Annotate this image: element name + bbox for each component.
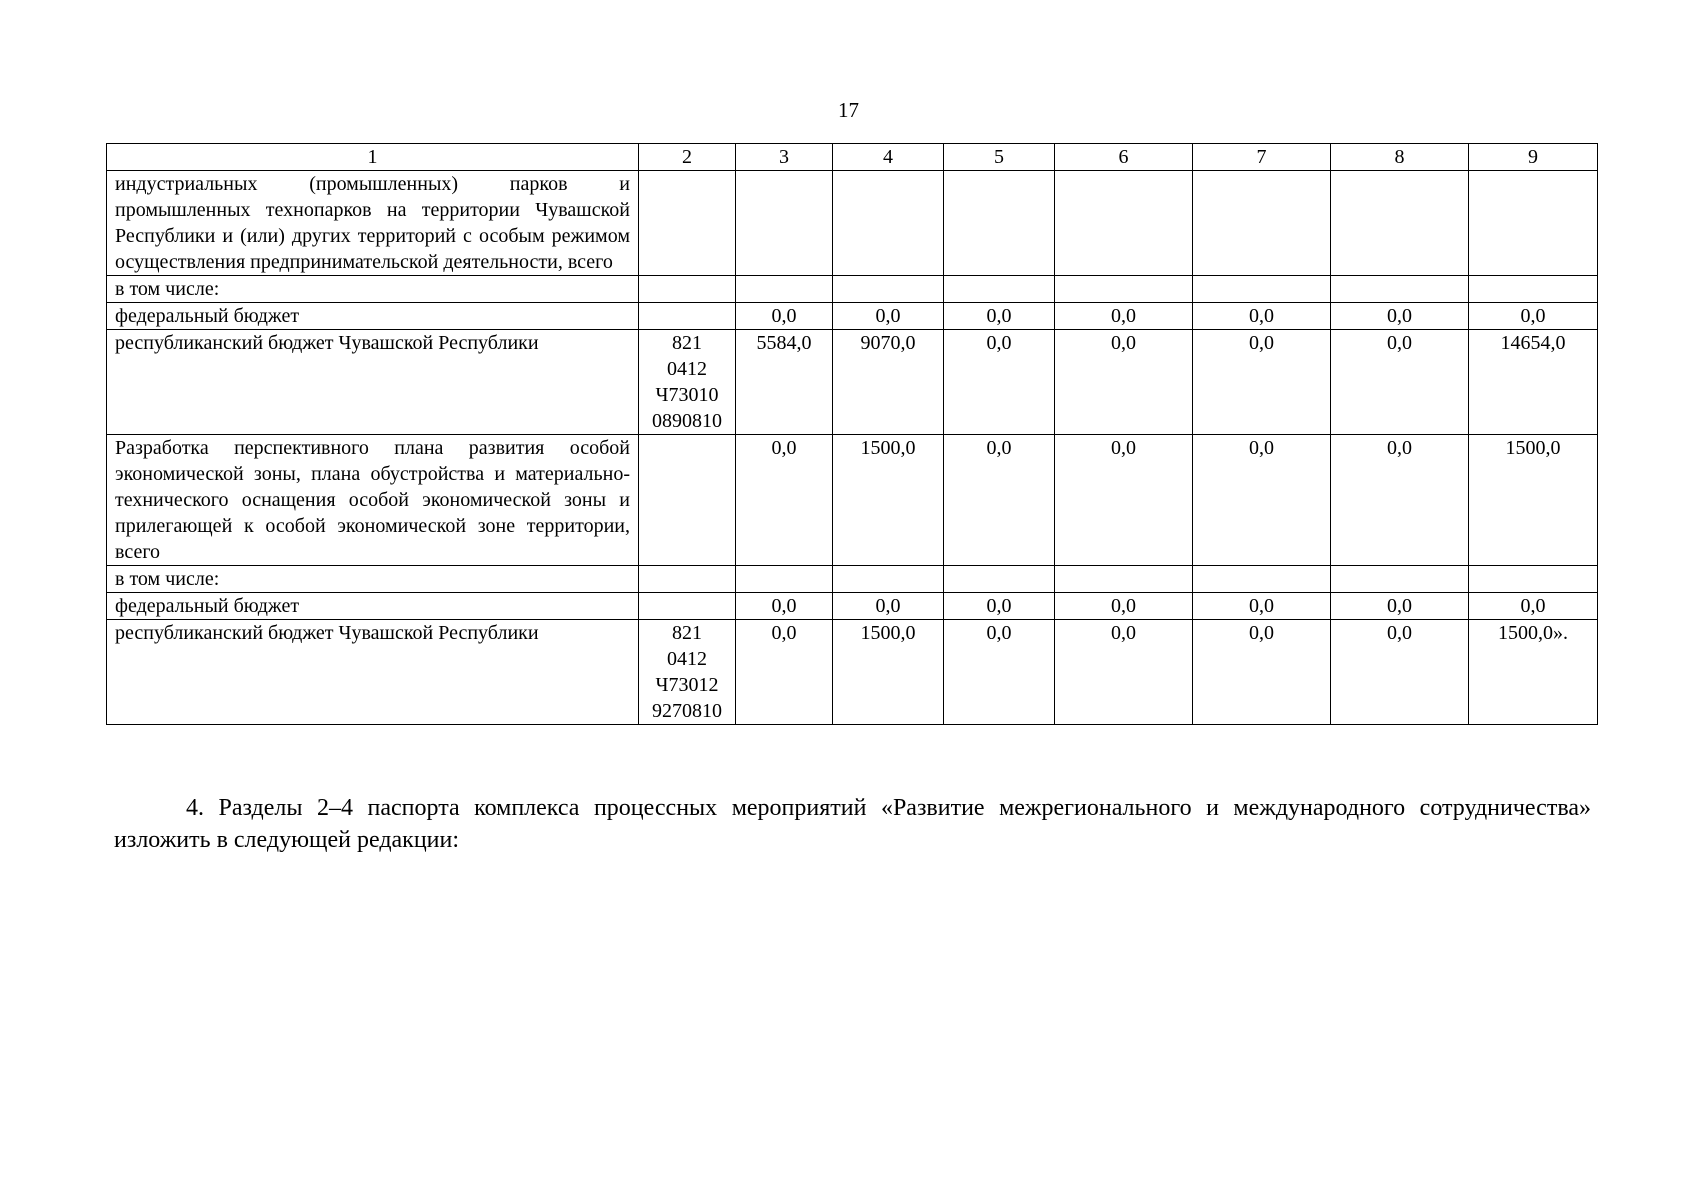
column-header: 6 <box>1055 144 1193 171</box>
value-cell: 0,0 <box>944 303 1055 330</box>
value-cell: 1500,0 <box>1469 435 1598 566</box>
value-cell <box>833 171 944 276</box>
value-cell: 14654,0 <box>1469 330 1598 435</box>
value-cell <box>736 566 833 593</box>
column-header: 1 <box>107 144 639 171</box>
table-row <box>107 171 1598 276</box>
budget-code <box>639 276 736 303</box>
value-cell <box>1469 171 1598 276</box>
value-cell <box>1193 566 1331 593</box>
column-header: 8 <box>1331 144 1469 171</box>
value-cell: 0,0 <box>1193 303 1331 330</box>
table-row <box>107 435 1598 566</box>
table-row <box>107 330 1598 435</box>
value-cell: 0,0 <box>1193 620 1331 725</box>
budget-code <box>639 435 736 566</box>
value-cell <box>1055 566 1193 593</box>
row-label: в том числе: <box>107 566 639 593</box>
row-label: в том числе: <box>107 276 639 303</box>
row-label: Разработка перспективного плана развития особой экономической зоны, плана обустройства и материально-технического оснащения особой экономической зоны и прилегающей к особой экономической зоне территории, всего <box>107 435 639 566</box>
value-cell <box>1193 276 1331 303</box>
budget-code: 821 0412 Ч73012 9270810 <box>639 620 736 725</box>
value-cell: 5584,0 <box>736 330 833 435</box>
value-cell: 0,0 <box>944 435 1055 566</box>
value-cell: 0,0 <box>1331 593 1469 620</box>
row-label: республиканский бюджет Чувашской Республики <box>107 330 639 435</box>
value-cell: 0,0 <box>1193 593 1331 620</box>
value-cell: 0,0 <box>736 435 833 566</box>
value-cell: 1500,0». <box>1469 620 1598 725</box>
value-cell: 0,0 <box>1469 593 1598 620</box>
budget-table <box>106 143 1598 725</box>
value-cell <box>1331 171 1469 276</box>
table-body <box>107 171 1598 725</box>
value-cell: 0,0 <box>944 620 1055 725</box>
value-cell: 0,0 <box>1469 303 1598 330</box>
value-cell: 0,0 <box>1193 435 1331 566</box>
row-label: республиканский бюджет Чувашской Республики <box>107 620 639 725</box>
table-row <box>107 303 1598 330</box>
value-cell <box>1469 566 1598 593</box>
value-cell <box>1331 566 1469 593</box>
value-cell: 0,0 <box>1055 435 1193 566</box>
table-row <box>107 620 1598 725</box>
column-header: 4 <box>833 144 944 171</box>
value-cell <box>833 276 944 303</box>
value-cell: 0,0 <box>1055 620 1193 725</box>
budget-code <box>639 303 736 330</box>
value-cell: 0,0 <box>1331 330 1469 435</box>
row-label: федеральный бюджет <box>107 303 639 330</box>
value-cell: 0,0 <box>1055 330 1193 435</box>
budget-code: 821 0412 Ч73010 0890810 <box>639 330 736 435</box>
column-header: 9 <box>1469 144 1598 171</box>
page-number: 17 <box>838 98 859 122</box>
value-cell <box>736 171 833 276</box>
value-cell: 9070,0 <box>833 330 944 435</box>
value-cell: 0,0 <box>944 593 1055 620</box>
row-label: индустриальных (промышленных) парков и промышленных технопарков на территории Чувашской Республики и (или) других территорий с особым режимом осуществления предпринимательской деятельности, всего <box>107 171 639 276</box>
value-cell <box>1193 171 1331 276</box>
column-header: 3 <box>736 144 833 171</box>
value-cell: 0,0 <box>736 303 833 330</box>
table-row <box>107 566 1598 593</box>
value-cell <box>1055 171 1193 276</box>
row-label: федеральный бюджет <box>107 593 639 620</box>
value-cell: 0,0 <box>1331 303 1469 330</box>
value-cell: 0,0 <box>1331 435 1469 566</box>
value-cell <box>736 276 833 303</box>
value-cell: 0,0 <box>736 593 833 620</box>
value-cell: 1500,0 <box>833 435 944 566</box>
table-header-row <box>107 144 1598 171</box>
value-cell: 1500,0 <box>833 620 944 725</box>
value-cell: 0,0 <box>736 620 833 725</box>
column-header: 2 <box>639 144 736 171</box>
value-cell: 0,0 <box>833 593 944 620</box>
column-header: 5 <box>944 144 1055 171</box>
budget-code <box>639 593 736 620</box>
column-header: 7 <box>1193 144 1331 171</box>
value-cell <box>833 566 944 593</box>
value-cell: 0,0 <box>944 330 1055 435</box>
value-cell <box>944 276 1055 303</box>
value-cell <box>1469 276 1598 303</box>
value-cell <box>1331 276 1469 303</box>
value-cell: 0,0 <box>1055 303 1193 330</box>
value-cell <box>1055 276 1193 303</box>
value-cell: 0,0 <box>1331 620 1469 725</box>
value-cell: 0,0 <box>1193 330 1331 435</box>
value-cell: 0,0 <box>833 303 944 330</box>
value-cell <box>944 566 1055 593</box>
instruction-paragraph: 4. Разделы 2–4 паспорта комплекса процессных мероприятий «Развитие межрегионального и международного сотрудничества» изложить в следующей редакции: <box>114 795 1591 853</box>
table-row <box>107 593 1598 620</box>
value-cell <box>944 171 1055 276</box>
budget-code <box>639 171 736 276</box>
budget-code <box>639 566 736 593</box>
table-row <box>107 276 1598 303</box>
value-cell: 0,0 <box>1055 593 1193 620</box>
